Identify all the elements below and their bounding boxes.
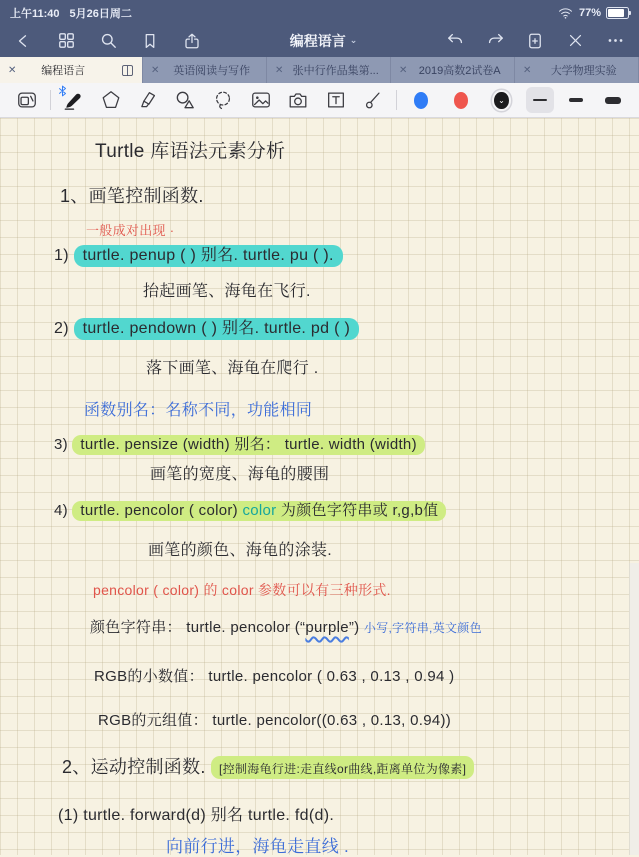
ink-segment: 2) (54, 320, 74, 337)
highlighter-tool[interactable] (131, 86, 165, 114)
ink-segment: pencolor ( color) 的 color 参数可以有三种形式. (93, 582, 391, 598)
ink-segment: 一般成对出现 · (86, 223, 175, 238)
ink-group (86, 223, 174, 238)
ink-segment: 为颜色字符串或 r,g,b值 (280, 502, 439, 519)
tab-label: 大学物理实验 (550, 65, 617, 77)
add-page-button[interactable] (523, 29, 547, 53)
eraser-tool[interactable] (94, 86, 128, 114)
ink-segment: 函数别名：名称不同，功能相同 (84, 402, 313, 419)
tab-active[interactable] (0, 57, 112, 83)
tab-inactive-2[interactable] (267, 57, 391, 83)
thickness-medium[interactable] (562, 87, 590, 113)
ink-segment: (1) turtle. forward(d) 别名 turtle. fd(d). (58, 807, 335, 824)
highlight-band (72, 435, 424, 455)
image-tool[interactable] (244, 86, 278, 114)
ink-group (94, 668, 454, 685)
toolbar-divider (396, 90, 397, 110)
tab-label: 张中行作品集第... (292, 65, 379, 77)
ink-segment: color (242, 502, 281, 519)
ink-group (90, 619, 482, 636)
ink-segment: [控制海龟行进:走直线or曲线,距离单位为像素] (219, 762, 467, 776)
back-button[interactable] (12, 29, 36, 53)
tab-label: 英语阅读与写作 (173, 65, 251, 77)
page-edge-gap (629, 563, 639, 855)
tab-inactive-1[interactable] (143, 57, 267, 83)
close-pen-mode-icon[interactable] (563, 29, 587, 53)
ink-segment: turtle. penup ( ) 别名. turtle. pu ( ). (82, 247, 334, 264)
ink-segment: purple (305, 619, 349, 636)
bluetooth-icon (58, 84, 67, 102)
handwriting-line (148, 537, 332, 560)
more-options-button[interactable] (603, 29, 627, 53)
pen-toolbar (0, 83, 639, 118)
highlight-band (72, 501, 446, 521)
ink-group (54, 320, 74, 337)
wifi-icon (558, 6, 574, 20)
battery-percent: 77% (578, 7, 601, 19)
camera-tool[interactable] (281, 86, 315, 114)
handwriting-line (60, 182, 204, 208)
tab-label: 编程语言 (41, 65, 86, 77)
notebook-title-dropdown[interactable] (204, 31, 443, 51)
ink-group (62, 757, 211, 777)
highlight-band (74, 318, 360, 340)
handwriting-line (54, 242, 343, 265)
status-bar (0, 0, 639, 24)
ink-segment: turtle. pencolor ( color) (80, 502, 243, 519)
handwriting-line (93, 580, 391, 600)
tab-label: 2019高数2试卷A (418, 65, 501, 77)
ink-group (150, 466, 329, 483)
ink-group (58, 807, 334, 824)
handwriting-line (58, 802, 334, 825)
handwriting-line (94, 665, 454, 686)
tab-close-icon[interactable]: ✕ (8, 64, 17, 76)
text-tool[interactable] (319, 86, 353, 114)
handwriting-line (62, 753, 474, 779)
handwriting-line (143, 278, 311, 301)
handwriting-line (98, 709, 451, 730)
ink-group (148, 542, 332, 559)
chevron-down-icon: ⌄ (349, 35, 358, 45)
battery-icon (606, 7, 629, 19)
ink-segment: 3) (54, 436, 73, 453)
ink-segment: 1、画笔控制函数. (60, 186, 204, 206)
handwriting-line (54, 433, 425, 454)
ink-segment: 2、运动控制函数. (62, 757, 212, 777)
tab-close-icon[interactable]: ✕ (523, 64, 532, 76)
handwriting-line (54, 315, 359, 338)
notebook-title: 编程语言 (289, 32, 346, 49)
pointer-tool[interactable] (356, 86, 390, 114)
ink-segment: 小写,字符串,英文颜色 (363, 621, 482, 635)
tab-inactive-4[interactable] (515, 57, 639, 83)
ink-group (146, 360, 319, 377)
handwriting-line (54, 499, 446, 520)
tab-close-icon[interactable]: ✕ (275, 64, 284, 76)
tab-close-icon[interactable]: ✕ (151, 64, 160, 76)
ink-segment: 1) (54, 247, 74, 264)
pen-tool[interactable] (56, 86, 90, 114)
highlight-band (74, 245, 343, 267)
ink-group (54, 436, 72, 453)
ink-segment: ”) (348, 619, 364, 636)
ink-segment: RGB的小数值： turtle. pencolor ( 0.63 , 0.13 , 0.94 ) (94, 668, 455, 685)
status-date: 5月26日周二 (69, 8, 132, 20)
ink-group (60, 186, 204, 206)
status-time: 上午11:40 (10, 8, 60, 20)
ink-segment: 颜色字符串： turtle. pencolor (“ (90, 619, 306, 636)
handwriting-line (150, 461, 329, 484)
ink-group (166, 837, 349, 856)
bookmark-icon[interactable] (138, 29, 162, 53)
ink-group (95, 141, 285, 162)
ink-segment: 画笔的颜色、海龟的涂装. (148, 542, 333, 559)
search-icon[interactable] (96, 29, 120, 53)
ink-segment: 抬起画笔、海龟在飞行. (143, 283, 311, 300)
color-swatch-black-selected[interactable] (494, 92, 508, 109)
handwriting-line (90, 616, 482, 637)
redo-button[interactable] (483, 29, 507, 53)
ink-segment: 落下画笔、海龟在爬行 . (146, 360, 319, 377)
ink-group (84, 402, 312, 419)
ink-group (54, 247, 74, 264)
chevron-down-icon: ⌄ (498, 95, 505, 105)
ink-group (54, 502, 72, 519)
ink-segment: RGB的元组值： turtle. pencolor((0.63 , 0.13, 0.94)) (98, 712, 452, 729)
undo-button[interactable] (443, 29, 467, 53)
nav-bar (0, 24, 639, 57)
tab-close-icon[interactable]: ✕ (399, 64, 408, 76)
thickness-thin-selected[interactable] (526, 87, 554, 113)
ink-segment: 向前行进，海龟走直线 . (166, 837, 350, 856)
color-swatch-red[interactable] (454, 92, 468, 109)
ink-segment: turtle. pensize (width) 别名： turtle. width (width) (80, 436, 417, 453)
ink-group (143, 283, 311, 300)
thumbnails-grid-button[interactable] (54, 29, 78, 53)
handwriting-line (95, 136, 285, 163)
color-swatch-blue[interactable] (414, 92, 428, 109)
share-icon[interactable] (180, 29, 204, 53)
ink-segment: Turtle 库语法元素分析 (95, 141, 286, 162)
top-chrome (0, 0, 639, 57)
highlight-band (211, 756, 474, 779)
ink-segment: 画笔的宽度、海龟的腰围 (150, 466, 330, 483)
tab-inactive-3[interactable] (391, 57, 515, 83)
lasso-tool[interactable] (206, 86, 240, 114)
ink-group (93, 582, 391, 598)
toolbar-divider (50, 90, 51, 110)
ink-segment: turtle. pendown ( ) 别名. turtle. pd ( ) (82, 320, 351, 337)
handwriting-line (86, 220, 174, 239)
ink-group (98, 712, 451, 729)
tab-bar (0, 57, 639, 83)
shapes-tool[interactable] (169, 86, 203, 114)
handwriting-line (166, 832, 349, 857)
ink-segment: 4) (54, 502, 73, 519)
split-view-button[interactable] (112, 57, 143, 83)
handwriting-line (146, 355, 319, 378)
note-canvas[interactable] (0, 118, 639, 855)
thickness-thick[interactable] (599, 87, 627, 113)
handwriting-line (84, 397, 312, 420)
zoom-window-tool[interactable] (10, 86, 44, 114)
